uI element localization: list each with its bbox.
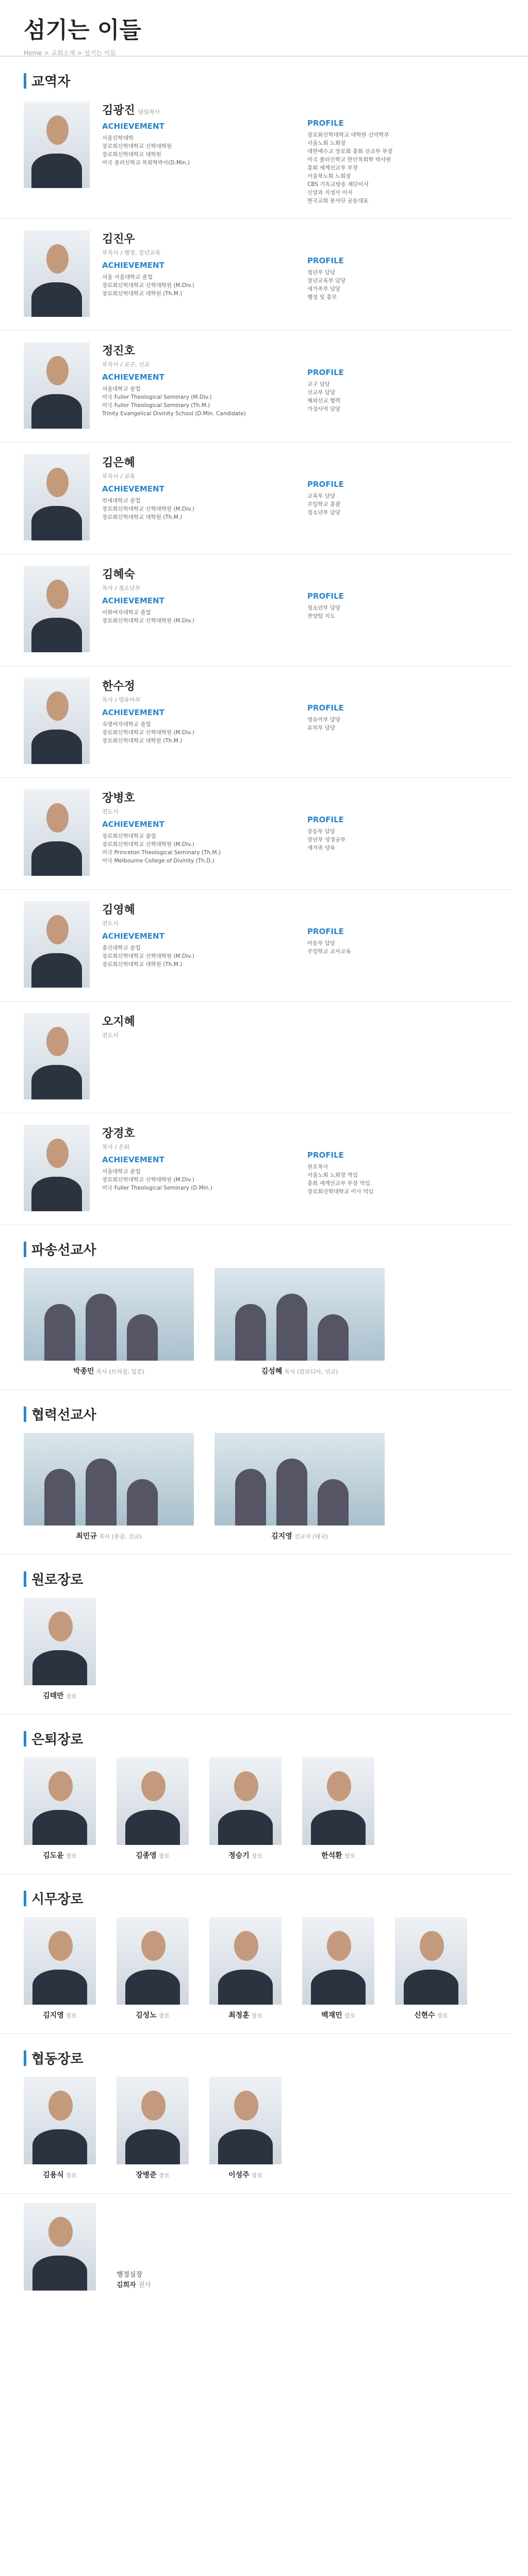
staff-photo: [24, 2203, 96, 2291]
profile-photo: [209, 2077, 282, 2164]
text-list: [307, 380, 503, 413]
profile-photo: [24, 566, 90, 652]
text-list: [102, 944, 298, 969]
list-item: 장로회신학대학교 대학원 (Th.M.): [102, 961, 183, 968]
person-card: [395, 1917, 467, 2020]
profile-photo: [24, 1757, 96, 1845]
staff: 행정실장 김희자 권사: [0, 2194, 528, 2304]
person-caption: 김태만 장로: [43, 1692, 77, 1700]
list-item: 장로회신학대학교 신학대학원 (M.Div.): [102, 506, 194, 512]
profile-title: PROFILE: [307, 927, 344, 936]
list-item: 연세대학교 졸업: [102, 498, 141, 504]
group-photo: [214, 1268, 385, 1361]
elder-grid: [0, 1588, 513, 1715]
person-card: [209, 2077, 282, 2180]
text-list: [307, 1163, 503, 1196]
text-list: [102, 1167, 298, 1192]
profile-photo: [24, 677, 90, 764]
profile-list: 장로회신학대학교 대학원 신약학부 서울노회 노회장 대한예수교 장로회 총회 선교부 부장 미국 풀러신학교 한인목회학 박사원 총회 세계선교부 부장 서울북노회 노회장 CBS 기독교방송 재단이사 신앙과 지성사 이사 한국교회 봉사단 공동대표: [307, 132, 393, 204]
list-item: 장로회신학대학교 대학원 (Th.M.): [102, 291, 183, 297]
list-item: 장년교육부 담당: [307, 278, 346, 284]
group-photo: [214, 1433, 385, 1526]
list-item: 교구 담당: [307, 381, 330, 387]
profile-name: 김혜숙: [102, 568, 135, 581]
staff-label: 행정실장: [117, 2271, 143, 2279]
profile-role: 부목사 / 교육: [102, 473, 135, 480]
profile-title: PROFILE: [307, 118, 344, 128]
list-item: 장로회신학대학교 신학대학원 (M.Div.): [102, 953, 194, 959]
profile-photo: [24, 342, 90, 429]
person-caption: 정승기 장로: [228, 1852, 262, 1860]
profile-photo: [24, 789, 90, 876]
profile-photo: [24, 1917, 96, 2005]
profile-name: 김광진 담임목사: [102, 104, 160, 117]
text-list: [307, 716, 503, 732]
profile-photo: [24, 230, 90, 317]
list-item: 서울대학교 졸업: [102, 386, 141, 392]
list-item: 행정 및 총무: [307, 294, 337, 300]
profile-role: 목사 / 청소년부: [102, 585, 141, 591]
pastor-list: [0, 219, 528, 1225]
person-card: [24, 1433, 194, 1541]
profile-photo: [302, 1917, 374, 2005]
profile-photo: [24, 101, 90, 188]
profile-photo: [24, 1125, 90, 1211]
achievement-title: ACHIEVEMENT: [102, 261, 164, 270]
staff-name: 김희자: [117, 2281, 136, 2289]
profile-title: PROFILE: [307, 591, 344, 601]
profile-title: PROFILE: [307, 368, 344, 377]
person-caption: 최민규 목사 (몽골, 선교): [76, 1532, 142, 1540]
person-caption: 장병준 장로: [136, 2171, 170, 2179]
profile-row: [0, 890, 513, 1002]
list-item: 총회 세계선교부 부장 역임: [307, 1180, 370, 1187]
list-item: 장로회신학대학교 신학대학원 (M.Div.): [102, 282, 194, 289]
text-list: [307, 492, 503, 517]
profile-name: 한수정: [102, 680, 135, 693]
list-item: 미국 Fuller Theological Seminary (D.Min.): [102, 1185, 212, 1191]
person-caption: 김용식 장로: [43, 2171, 77, 2179]
profile-photo: [24, 901, 90, 988]
section-elders: 원로장로: [24, 1569, 528, 1588]
page-title: 섬기는 이들: [24, 17, 141, 43]
profile-title: PROFILE: [307, 703, 344, 713]
person-card: [24, 2077, 96, 2180]
profile-role: 목사 / 영유아부: [102, 697, 141, 703]
list-item: 해외선교 협력: [307, 398, 341, 404]
list-item: 새가족 양육: [307, 845, 336, 851]
list-item: 장로회신학대학교 이사 역임: [307, 1189, 374, 1195]
profile-row: [0, 554, 513, 666]
list-item: 장로회신학대학교 대학원 (Th.M.): [102, 738, 183, 744]
list-item: 장로회신학대학교 대학원 (Th.M.): [102, 514, 183, 520]
list-item: 장로회신학대학교 신학대학원 (M.Div.): [102, 618, 194, 624]
profile-photo: [24, 1598, 96, 1685]
profile-role: 부목사 / 교구, 선교: [102, 361, 150, 368]
list-item: 주일학교 교사교육: [307, 948, 351, 955]
list-item: Trinity Evangelical Divinity School (D.Min. Candidate): [102, 411, 246, 417]
person-caption: 김성노 장로: [136, 2011, 170, 2020]
profile-role: 전도사: [102, 920, 119, 927]
text-list: [307, 827, 503, 852]
person-card: [302, 1757, 374, 1860]
person-caption: 박종민 목사 (브라질, 일본): [73, 1367, 145, 1376]
list-item: 총신대학교 졸업: [102, 945, 141, 951]
person-card: [24, 1598, 96, 1701]
profile-photo: [117, 2077, 189, 2164]
profile-photo: [117, 1757, 189, 1845]
person-caption: 김지영 장로: [43, 2011, 77, 2020]
profile-name: 정진호: [102, 345, 135, 358]
section-partner: 협력선교사: [24, 1404, 528, 1423]
profile-row: [0, 443, 513, 554]
list-item: 서울 서울대학교 졸업: [102, 274, 153, 280]
profile-photo: [24, 2077, 96, 2164]
partner-grid: [0, 1423, 513, 1555]
breadcrumb: Home > 교회소개 > 섬기는 이들: [24, 49, 116, 57]
profile-title: PROFILE: [307, 815, 344, 824]
list-item: 교육부 담당: [307, 493, 336, 499]
profile-photo: [24, 454, 90, 540]
profile-title: PROFILE: [307, 480, 344, 489]
profile-photo: [302, 1757, 374, 1845]
list-item: 장년부 성경공부: [307, 837, 346, 843]
list-item: 청소년부 담당: [307, 510, 341, 516]
group-photo: [24, 1433, 194, 1526]
list-item: 미국 Fuller Theological Seminary (M.Div.): [102, 394, 212, 400]
profile-row: [0, 1113, 513, 1225]
achievement-title: ACHIEVEMENT: [102, 1155, 164, 1164]
profile-main: [0, 90, 513, 219]
list-item: 미국 Melbourne College of Divinity (Th.D.): [102, 858, 214, 864]
person-card: [24, 1757, 96, 1860]
text-list: [102, 832, 298, 865]
missionary-grid: [0, 1259, 513, 1390]
person-card: [214, 1433, 385, 1541]
achievement-title: ACHIEVEMENT: [102, 372, 164, 382]
list-item: 장로회신학대학교 졸업: [102, 833, 156, 839]
profile-name: 장병호: [102, 792, 135, 805]
profile-name: 오지혜: [102, 1015, 135, 1028]
person-caption: 백재민 장로: [321, 2011, 355, 2020]
text-list: [102, 385, 298, 418]
section-title: 교역자: [31, 74, 71, 90]
list-item: 주일학교 총괄: [307, 501, 341, 507]
list-item: 서울노회 노회장 역임: [307, 1172, 358, 1178]
list-item: 청년부 담당: [307, 269, 336, 276]
profile-role: 목사 / 은퇴: [102, 1144, 130, 1150]
text-list: [307, 604, 503, 620]
profile-row: [0, 778, 513, 890]
person-caption: 최정훈 장로: [228, 2011, 262, 2020]
text-list: [102, 497, 298, 521]
achievement-title: ACHIEVEMENT: [102, 484, 164, 494]
person-caption: 이성주 장로: [228, 2171, 262, 2179]
profile-photo: [117, 1917, 189, 2005]
section-missionaries: 파송선교사: [24, 1240, 528, 1259]
list-item: 선교부 담당: [307, 389, 336, 396]
deacon-grid: [0, 2067, 513, 2194]
list-item: 새가족부 담당: [307, 286, 341, 292]
section-retired: 은퇴장로: [24, 1729, 528, 1748]
profile-title: PROFILE: [307, 256, 344, 265]
list-item: 미국 Fuller Theological Seminary (Th.M.): [102, 402, 210, 409]
text-list: [102, 273, 298, 298]
person-caption: 신현수 장로: [414, 2011, 448, 2020]
achievement-title: ACHIEVEMENT: [102, 596, 164, 605]
achievement-title: ACHIEVEMENT: [102, 122, 164, 131]
list-item: 미국 Princeton Theological Seminary (Th.M.): [102, 850, 221, 856]
person-card: [117, 2077, 189, 2180]
person-card: [214, 1268, 385, 1376]
profile-row: [0, 1002, 513, 1113]
profile-role: 전도사: [102, 808, 119, 815]
retired-grid: [0, 1748, 513, 1874]
list-item: 찬양팀 지도: [307, 613, 336, 619]
list-item: 장로회신학대학교 신학대학원 (M.Div.): [102, 841, 194, 848]
list-item: 중등부 담당: [307, 828, 336, 835]
page-header: [0, 0, 528, 57]
text-list: [307, 268, 503, 301]
achievement-title: ACHIEVEMENT: [102, 931, 164, 941]
person-card: [209, 1757, 282, 1860]
person-caption: 한석환 장로: [321, 1852, 355, 1860]
person-card: [117, 1917, 189, 2020]
person-card: [24, 1917, 96, 2020]
section-deacons: 협동장로: [24, 2048, 528, 2067]
list-item: 가정사역 담당: [307, 406, 341, 412]
group-photo: [24, 1268, 194, 1361]
person-caption: 김종영 장로: [136, 1852, 170, 1860]
profile-row: [0, 331, 513, 443]
text-list: [102, 608, 298, 625]
person-caption: 김지영 선교사 (태국): [271, 1532, 328, 1540]
person-card: [209, 1917, 282, 2020]
achievement-list: 서울신학대학 장로회신학대학교 신학대학원 장로회신학대학교 대학원 미국 풀러신학교 목회학박사(D.Min.): [102, 135, 190, 166]
person-caption: 김성혜 목사 (캄보디아, 선교): [261, 1367, 338, 1376]
profile-role: 부목사 / 행정, 장년교육: [102, 249, 161, 256]
section-bar: [24, 73, 26, 89]
profile-photo: [209, 1917, 282, 2005]
profile-row: [0, 666, 513, 778]
profile-title: PROFILE: [307, 1150, 344, 1160]
list-item: 영유아부 담당: [307, 717, 341, 723]
list-item: 아동부 담당: [307, 940, 336, 946]
profile-name: 김영혜: [102, 904, 135, 917]
profile-name: 김진우: [102, 233, 135, 246]
profile-photo: [24, 1013, 90, 1099]
list-item: 숙명여자대학교 졸업: [102, 721, 151, 727]
person-caption: 김도윤 장로: [43, 1852, 77, 1860]
section-serving: 시무장로: [24, 1889, 528, 1908]
list-item: 청소년부 담당: [307, 605, 341, 611]
profile-role: 전도사: [102, 1032, 119, 1039]
person-card: [302, 1917, 374, 2020]
list-item: 장로회신학대학교 신학대학원 (M.Div.): [102, 1177, 194, 1183]
profile-name: 장경호: [102, 1127, 135, 1140]
profile-photo: [209, 1757, 282, 1845]
person-card: [24, 1268, 194, 1376]
list-item: 이화여자대학교 졸업: [102, 609, 151, 616]
list-item: 원로목사: [307, 1164, 328, 1170]
profile-name: 김은혜: [102, 456, 135, 469]
person-card: [117, 1757, 189, 1860]
achievement-title: ACHIEVEMENT: [102, 708, 164, 717]
list-item: 장로회신학대학교 신학대학원 (M.Div.): [102, 730, 194, 736]
achievement-title: ACHIEVEMENT: [102, 820, 164, 829]
section-pastors: [24, 71, 528, 90]
profile-row: [0, 219, 513, 331]
list-item: 유치부 담당: [307, 725, 336, 731]
serving-grid: [0, 1908, 513, 2034]
text-list: [307, 939, 503, 956]
text-list: [102, 720, 298, 745]
profile-photo: [395, 1917, 467, 2005]
list-item: 서울대학교 졸업: [102, 1168, 141, 1175]
